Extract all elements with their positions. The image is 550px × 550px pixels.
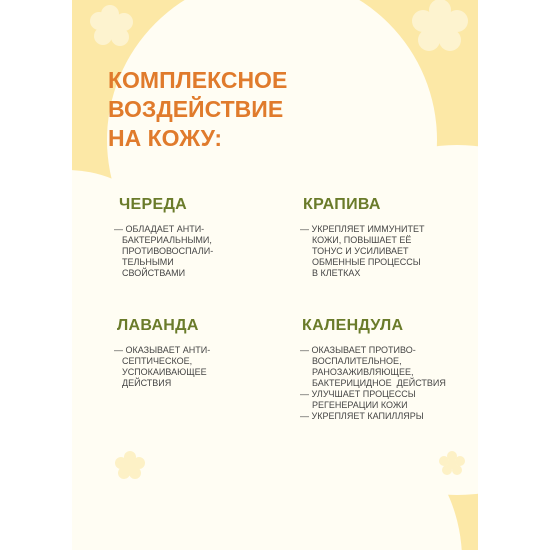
- description-line: — ОКАЗЫВАЕТ ПРОТИВО-: [300, 345, 416, 355]
- herb-description-kalendula: [300, 345, 446, 422]
- description-line: ПРОТИВОВОСПАЛИ-: [122, 246, 214, 256]
- description-line: СЕПТИЧЕСКОЕ,: [122, 356, 193, 366]
- description-line: БАКТЕРИАЛЬНЫМИ,: [122, 235, 212, 245]
- description-line: ОБМЕННЫЕ ПРОЦЕССЫ: [312, 257, 421, 267]
- heading-line: КОМПЛЕКСНОЕ: [108, 67, 288, 93]
- description-line: ТЕЛЬНЫМИ: [122, 257, 174, 267]
- description-line: ВОСПАЛИТЕЛЬНОЕ,: [312, 356, 402, 366]
- description-line: — ОБЛАДАЕТ АНТИ-: [114, 224, 205, 234]
- heading-line: ВОЗДЕЙСТВИЕ: [108, 96, 284, 122]
- description-line: БАКТЕРИЦИДНОЕ ДЕЙСТВИЯ: [312, 378, 446, 388]
- herb-description-lavanda: [114, 345, 210, 389]
- description-line: СВОЙСТВАМИ: [122, 268, 186, 278]
- description-line: КОЖИ, ПОВЫШАЕТ ЕЁ: [312, 235, 412, 245]
- description-line: В КЛЕТКАХ: [312, 268, 361, 278]
- description-line: УСПОКАИВАЮЩЕЕ: [122, 367, 207, 377]
- herb-title-krapiva: КРАПИВА: [303, 196, 381, 213]
- description-line: — УКРЕПЛЯЕТ КАПИЛЛЯРЫ: [300, 411, 424, 421]
- herb-title-kalendula: КАЛЕНДУЛА: [302, 317, 404, 334]
- herb-title-lavanda: ЛАВАНДА: [117, 317, 199, 334]
- page-heading: [108, 66, 287, 153]
- description-line: — УКРЕПЛЯЕТ ИММУНИТЕТ: [300, 224, 425, 234]
- herb-description-krapiva: [300, 224, 425, 279]
- description-line: РАНОЗАЖИВЛЯЮЩЕЕ,: [312, 367, 414, 377]
- description-line: ТОНУС И УСИЛИВАЕТ: [312, 246, 409, 256]
- description-line: РЕГЕНЕРАЦИИ КОЖИ: [312, 400, 408, 410]
- herb-title-chereda: ЧЕРЕДА: [119, 196, 188, 213]
- heading-line: НА КОЖУ:: [108, 125, 222, 151]
- infographic-card: [72, 0, 478, 550]
- herb-description-chereda: [114, 224, 213, 279]
- description-line: — ОКАЗЫВАЕТ АНТИ-: [114, 345, 211, 355]
- description-line: — УЛУЧШАЕТ ПРОЦЕССЫ: [300, 389, 416, 399]
- description-line: ДЕЙСТВИЯ: [122, 378, 172, 388]
